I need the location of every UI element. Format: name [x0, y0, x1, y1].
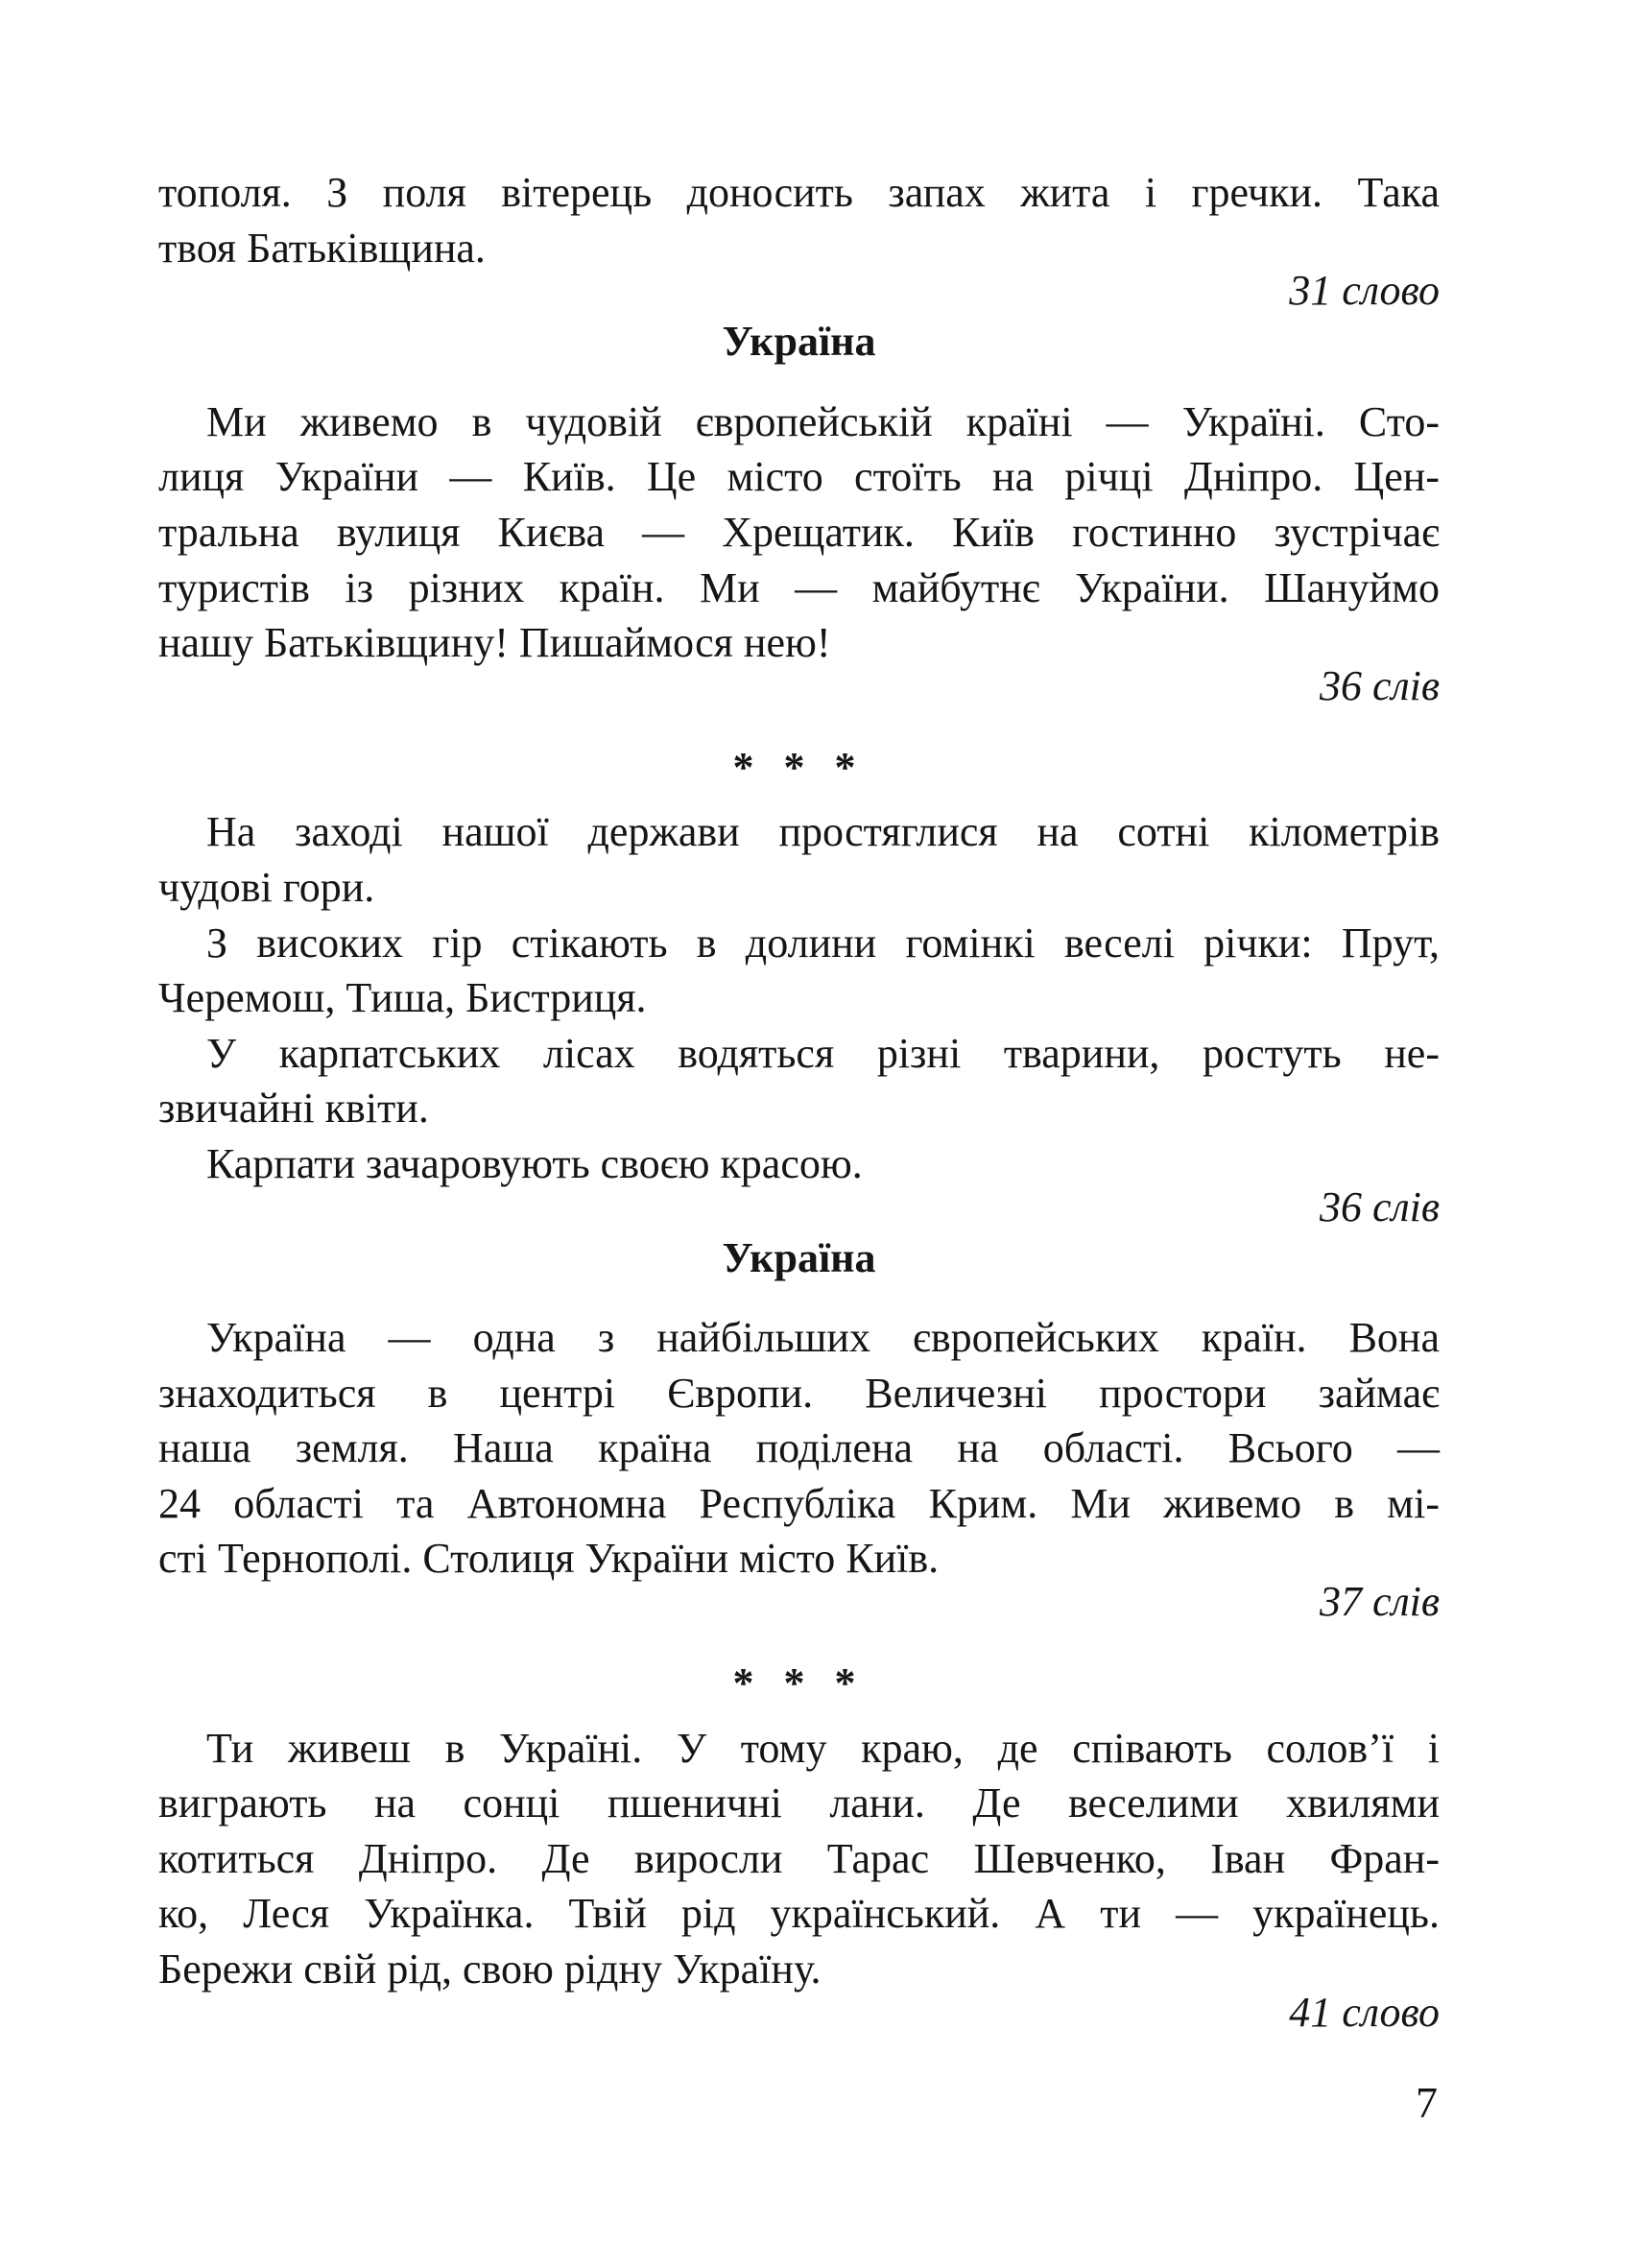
section-heading: Україна: [722, 1233, 876, 1281]
section-separator: * * *: [732, 743, 866, 791]
text-line: Карпати зачаровують своєю красою.: [206, 1139, 863, 1187]
text-line: 24 області та Автономна Республіка Крим. Ми живемо в мі-: [158, 1479, 1440, 1527]
page-number: 7: [1416, 2078, 1438, 2127]
word-count: 41 слово: [1289, 1988, 1440, 2036]
word-count: 31 слово: [1289, 267, 1440, 315]
text-line: наша земля. Наша країна поділена на області. Всього —: [158, 1424, 1440, 1472]
section-heading: Україна: [722, 318, 876, 366]
text-line: Ти живеш в Україні. У тому краю, де співають солов’ї і: [206, 1724, 1440, 1772]
section-separator: * * *: [732, 1659, 866, 1707]
paragraph: [158, 165, 1440, 275]
text-line: У карпатських лісах водяться різні тварини, ростуть не-: [206, 1029, 1440, 1077]
text-line: туристів із різних країн. Ми — майбутнє України. Шануймо: [158, 563, 1440, 611]
text-line: Україна — одна з найбільших європейських країн. Вона: [206, 1314, 1440, 1362]
text-line: тополя. З поля вітерець доносить запах жита і гречки. Така: [158, 169, 1440, 216]
paragraph: [158, 916, 1440, 1026]
text-line: нашу Батьківщину! Пишаймося нею!: [158, 619, 831, 667]
text-line: сті Тернополі. Столиця України місто Київ.: [158, 1535, 940, 1583]
paragraph: [158, 1310, 1440, 1587]
paragraph: [158, 1026, 1440, 1136]
text-line: ко, Леся Українка. Твій рід український. А ти — українець.: [158, 1890, 1440, 1938]
text-line: твоя Батьківщина.: [158, 224, 486, 272]
paragraph: [158, 1721, 1440, 1997]
word-count: 36 слів: [1319, 1182, 1440, 1230]
text-line: котиться Дніпро. Де виросли Тарас Шевченко, Іван Фран-: [158, 1834, 1440, 1882]
word-count: 36 слів: [1319, 661, 1440, 709]
text-line: Бережи свій рід, свою рідну Україну.: [158, 1946, 822, 1993]
page-content: [158, 165, 1440, 2036]
text-line: звичайні квіти.: [158, 1085, 429, 1133]
text-line: З високих гір стікають в долини гомінкі веселі річки: Прут,: [206, 919, 1440, 967]
text-line: знаходиться в центрі Європи. Величезні простори займає: [158, 1369, 1440, 1417]
paragraph: [158, 394, 1440, 671]
word-count: 37 слів: [1319, 1578, 1440, 1626]
text-line: На заході нашої держави простяглися на сотні кілометрів: [206, 808, 1440, 856]
text-line: Черемош, Тиша, Бистриця.: [158, 974, 647, 1022]
text-line: тральна вулиця Києва — Хрещатик. Київ гостинно зустрічає: [158, 508, 1440, 556]
text-line: виграють на сонці пшеничні лани. Де веселими хвилями: [158, 1779, 1440, 1827]
text-line: Ми живемо в чудовій європейській країні — Україні. Сто-: [206, 397, 1440, 445]
text-line: чудові гори.: [158, 863, 375, 911]
paragraph: [158, 804, 1440, 915]
text-line: лиця України — Київ. Це місто стоїть на річці Дніпро. Цен-: [158, 453, 1440, 501]
